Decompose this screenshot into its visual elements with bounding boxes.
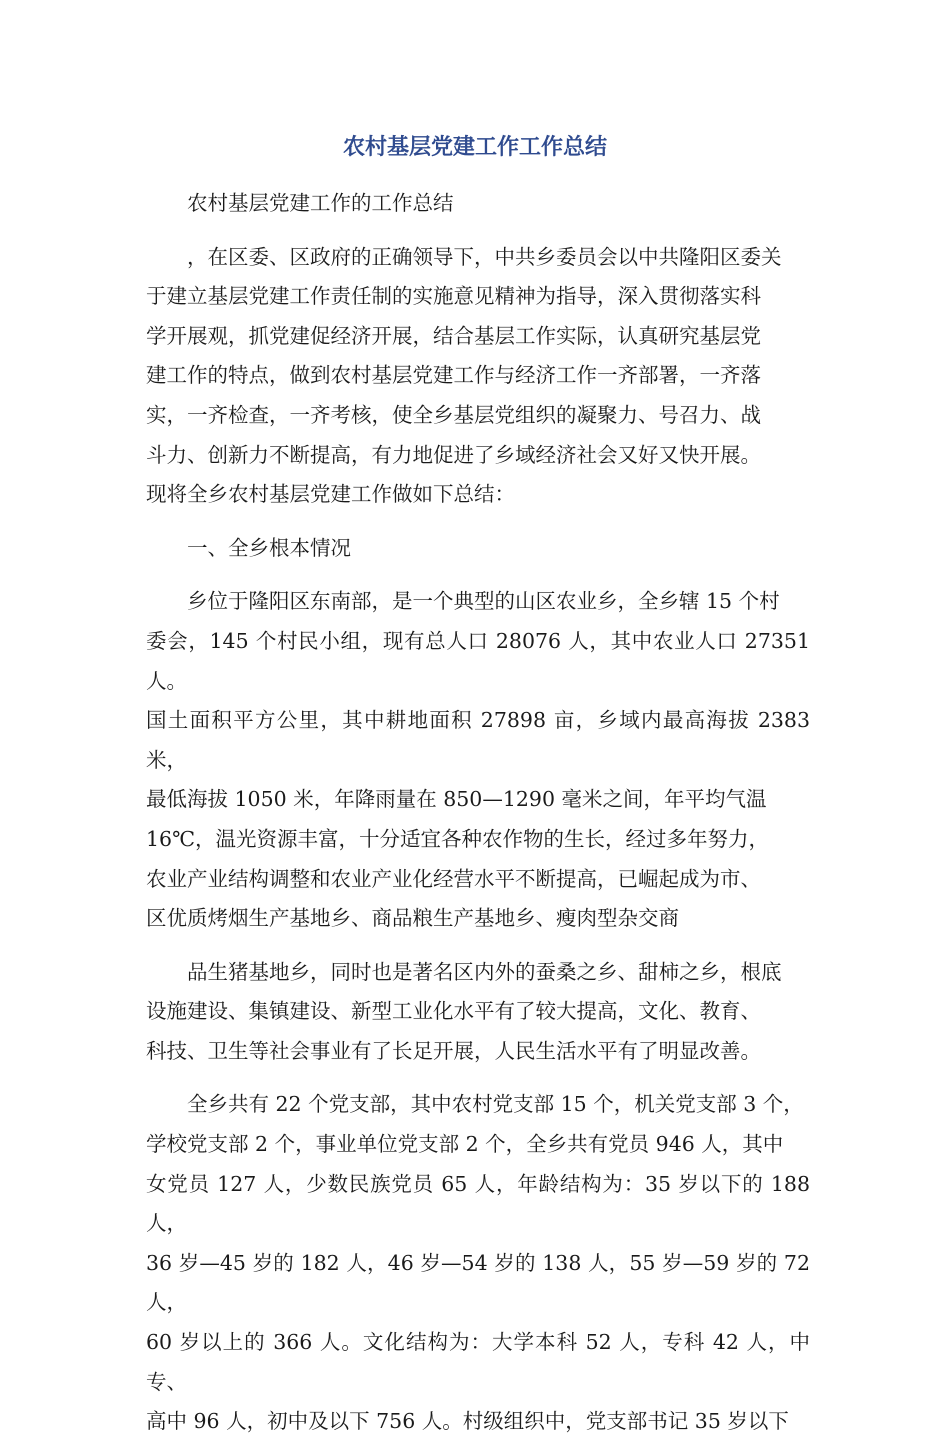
- paragraph-overview: [146, 582, 810, 938]
- text-line: 乡位于隆阳区东南部，是一个典型的山区农业乡，全乡辖 15 个村: [187, 589, 780, 614]
- text-line: 设施建设、集镇建设、新型工业化水平有了较大提高，文化、教育、: [146, 999, 761, 1024]
- text-line: 建工作的特点，做到农村基层党建工作与经济工作一齐部署，一齐落: [146, 363, 761, 388]
- section-heading: [146, 529, 810, 569]
- text-line: 农业产业结构调整和农业产业化经营水平不断提高，已崛起成为市、: [146, 866, 761, 891]
- paragraph-party-branches: [146, 1085, 810, 1441]
- text-line: 斗力、创新力不断提高，有力地促进了乡域经济社会又好又快开展。: [146, 442, 761, 467]
- text-line: 学开展观，抓党建促经济开展，结合基层工作实际，认真研究基层党: [146, 323, 761, 348]
- document-title: 农村基层党建工作工作总结: [342, 135, 607, 160]
- text-line: 委会，145 个村民小组，现有总人口 28076 人，其中农业人口 27351 人。: [146, 628, 810, 693]
- text-line: 农村基层党建工作的工作总结: [187, 191, 454, 215]
- text-line: 36 岁—45 岁的 182 人，46 岁—54 岁的 138 人，55 岁—59 岁的 72 人，: [146, 1250, 810, 1315]
- text-line: 全乡共有 22 个党支部，其中农村党支部 15 个，机关党支部 3 个，: [187, 1092, 804, 1117]
- text-line: 现将全乡农村基层党建工作做如下总结：: [146, 482, 515, 507]
- text-line: 高中 96 人，初中及以下 756 人。村级组织中，党支部书记 35 岁以下: [146, 1409, 789, 1434]
- text-line: 学校党支部 2 个，事业单位党支部 2 个，全乡共有党员 946 人，其中: [146, 1132, 784, 1157]
- text-line: 16℃，温光资源丰富，十分适宜各种农作物的生长，经过多年努力，: [146, 826, 770, 851]
- text-line: 科技、卫生等社会事业有了长足开展，人民生活水平有了明显改善。: [146, 1038, 761, 1063]
- text-line: 国土面积平方公里，其中耕地面积 27898 亩，乡域内最高海拔 2383 米，: [146, 708, 810, 772]
- text-line: 60 岁以上的 366 人。文化结构为：大学本科 52 人，专科 42 人，中专、: [146, 1330, 810, 1394]
- text-line: 区优质烤烟生产基地乡、商品粮生产基地乡、瘦肉型杂交商: [146, 906, 679, 931]
- text-line: ，在区委、区政府的正确领导下，中共乡委员会以中共隆阳区委关: [187, 244, 782, 269]
- text-line: 一、全乡根本情况: [187, 535, 351, 560]
- paragraph-continuation: [146, 953, 810, 1072]
- document-body: [146, 184, 810, 1442]
- text-line: 最低海拔 1050 米，年降雨量在 850—1290 毫米之间，年平均气温: [146, 787, 767, 812]
- text-line: 于建立基层党建工作责任制的实施意见精神为指导，深入贯彻落实科: [146, 284, 761, 309]
- text-line: 女党员 127 人，少数民族党员 65 人，年龄结构为：35 岁以下的 188 人，: [146, 1171, 810, 1236]
- text-line: 实，一齐检查，一齐考核，使全乡基层党组织的凝聚力、号召力、战: [146, 402, 761, 427]
- text-line: 品生猪基地乡，同时也是著名区内外的蚕桑之乡、甜柿之乡，根底: [187, 959, 782, 984]
- paragraph-subtitle: [146, 184, 810, 224]
- paragraph-intro: [146, 238, 810, 515]
